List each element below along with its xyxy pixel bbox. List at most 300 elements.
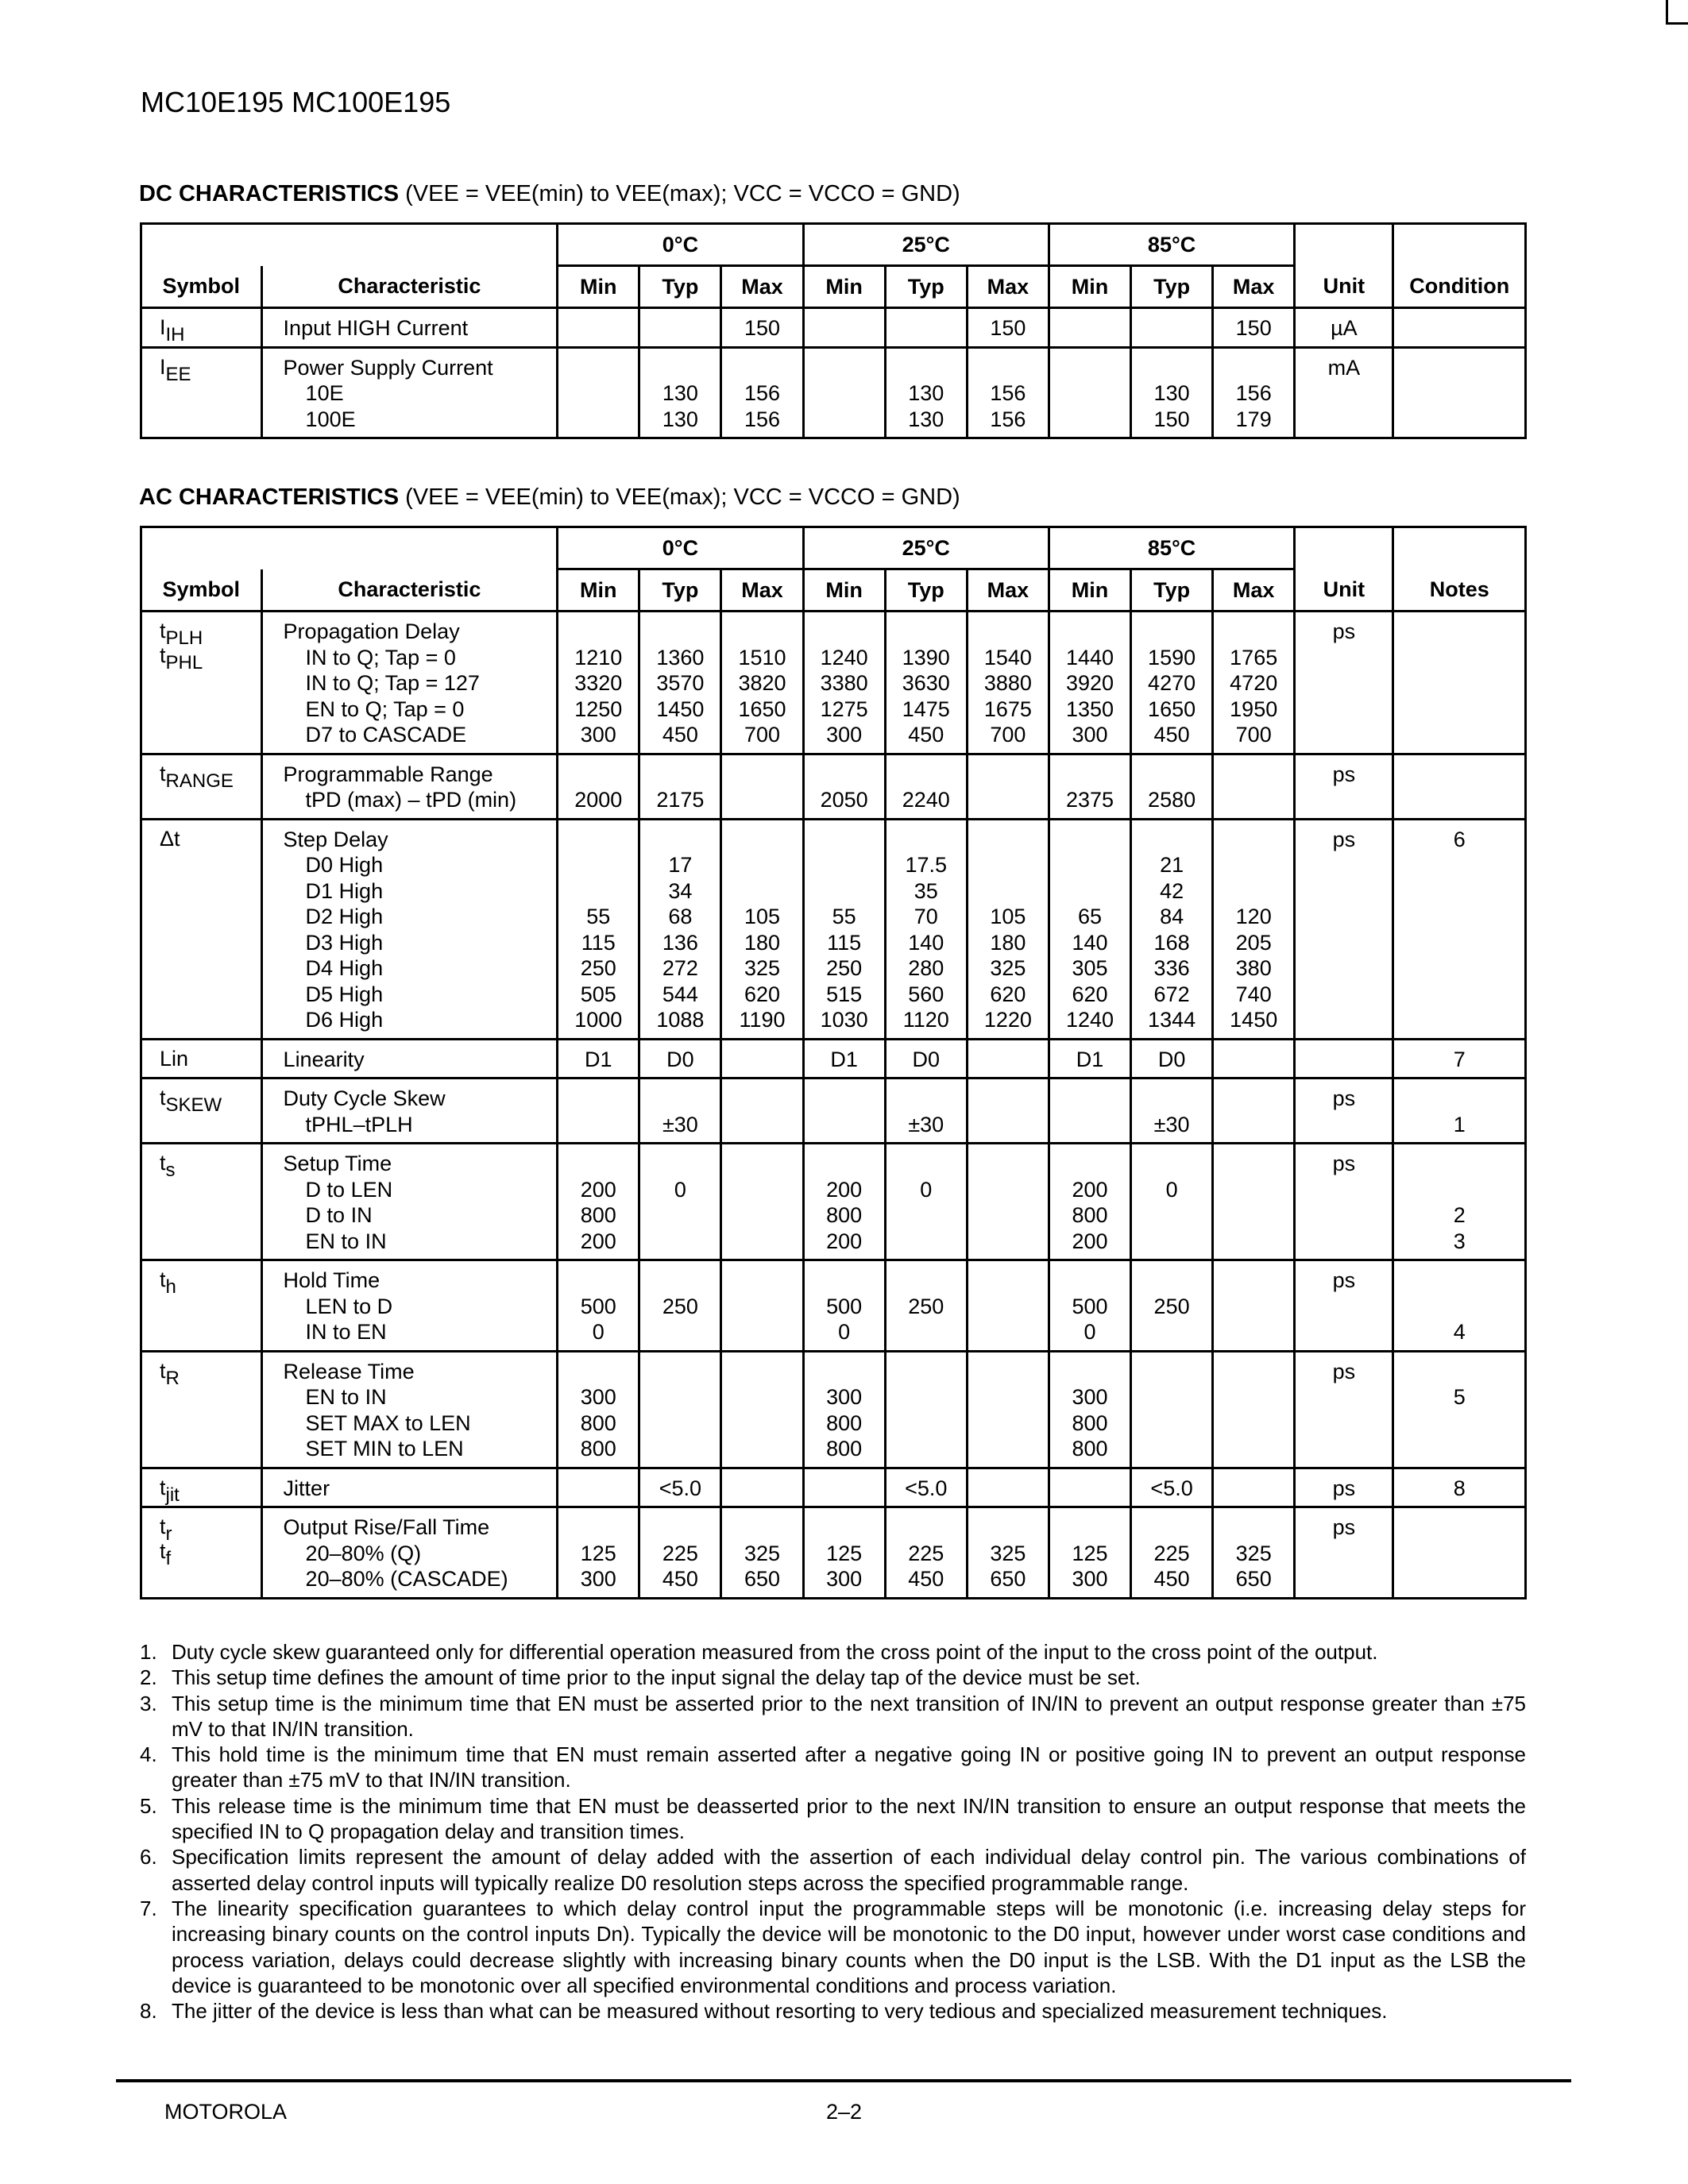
value-line <box>1214 1112 1293 1138</box>
value-line <box>722 1319 802 1345</box>
unit-line: ps <box>1332 1152 1356 1175</box>
note-line: 2 <box>1453 1203 1466 1227</box>
ac-value-cell <box>803 754 885 819</box>
value-line <box>886 1202 966 1229</box>
characteristic-line: D7 to CASCADE <box>305 723 467 747</box>
value-line <box>722 1436 802 1462</box>
value-line: 120 <box>1235 905 1272 928</box>
ac-value-cell <box>803 819 885 1039</box>
value-line: 0 <box>838 1320 851 1344</box>
ac-value-cell <box>1131 819 1213 1039</box>
ac-value-cell <box>639 1144 721 1260</box>
ac-value-cell <box>1049 612 1130 754</box>
value-line: 3320 <box>574 671 623 695</box>
ac-characteristics-table <box>140 526 1527 1599</box>
ac-unit-cell <box>1295 1078 1393 1144</box>
value-line <box>640 355 720 381</box>
value-line: 1210 <box>574 645 623 669</box>
value-line <box>1132 1268 1211 1294</box>
value-line <box>886 762 966 788</box>
unit-line: ps <box>1332 1359 1356 1383</box>
value-line <box>1050 1112 1130 1138</box>
value-line: 250 <box>662 1294 698 1318</box>
value-line: 300 <box>826 1385 863 1409</box>
ac-characteristic-cell <box>261 1507 558 1599</box>
value-line: 130 <box>662 381 698 405</box>
ac-last-cell <box>1393 1260 1526 1352</box>
value-line: 800 <box>1072 1437 1108 1461</box>
ac-value-cell <box>721 1144 803 1260</box>
value-line <box>805 878 884 905</box>
value-line <box>1132 1359 1211 1385</box>
value-line: 250 <box>580 956 616 980</box>
value-line <box>640 1202 720 1229</box>
value-line <box>640 1359 720 1385</box>
characteristic-line: D5 High <box>305 982 384 1006</box>
value-line: D1 <box>830 1047 858 1071</box>
value-line <box>1050 1151 1130 1177</box>
value-line <box>640 1319 720 1345</box>
ac-header-blank <box>1295 527 1393 569</box>
footnote-text: This hold time is the minimum time that EN must remain asserted after a negative going IN or positive going IN to prevent an output response greater than ±75 mV to that IN/IN transition. <box>172 1742 1526 1792</box>
value-line: 450 <box>662 723 698 747</box>
value-line <box>1214 1151 1293 1177</box>
dc-characteristics-table <box>140 222 1527 439</box>
value-line: 130 <box>908 407 944 431</box>
value-line: 156 <box>744 407 781 431</box>
dc-max-header: Max <box>967 266 1049 308</box>
note-line: 3 <box>1453 1229 1466 1253</box>
ac-value-cell <box>1213 819 1295 1039</box>
value-line <box>1132 827 1211 853</box>
value-line <box>886 1384 966 1410</box>
value-line <box>1132 1384 1211 1410</box>
value-line <box>968 1384 1048 1410</box>
value-line: 200 <box>1072 1229 1108 1253</box>
value-line: 4270 <box>1148 671 1196 695</box>
characteristic-line: tPHL–tPLH <box>305 1112 413 1136</box>
value-line <box>640 1410 720 1437</box>
value-line <box>805 852 884 878</box>
ac-value-cell <box>885 612 967 754</box>
value-line: ±30 <box>908 1112 944 1136</box>
footnote-text: Duty cycle skew guaranteed only for differential operation measured from the cross point of the input to the cross point of the output. <box>172 1640 1378 1664</box>
value-line <box>1132 355 1211 381</box>
characteristic-line: Setup Time <box>283 1152 392 1175</box>
ac-value-cell <box>1049 1144 1130 1260</box>
value-line: 800 <box>580 1437 616 1461</box>
value-line <box>805 827 884 853</box>
value-line: 280 <box>908 956 944 980</box>
value-line <box>1132 1086 1211 1112</box>
ac-max-header: Max <box>1213 569 1295 612</box>
value-line <box>1050 852 1130 878</box>
value-line: 250 <box>1153 1294 1190 1318</box>
value-line <box>1214 1476 1293 1502</box>
value-line: 200 <box>826 1229 863 1253</box>
value-line: 1675 <box>983 696 1032 721</box>
value-line: 68 <box>668 905 693 928</box>
value-line: 300 <box>580 1567 616 1591</box>
value-line <box>968 1086 1048 1112</box>
value-line: 17.5 <box>905 853 948 877</box>
ac-unit-cell <box>1295 819 1393 1039</box>
value-line: 300 <box>1072 1567 1108 1591</box>
value-line <box>558 762 638 788</box>
value-line: 125 <box>580 1541 616 1565</box>
value-line: 2050 <box>820 788 868 812</box>
value-line <box>886 1436 966 1462</box>
value-line: 70 <box>914 905 938 928</box>
value-line <box>805 355 884 381</box>
footnote-text: Specification limits represent the amount of delay added with the assertion of each individual delay control pin. The various combinations of asserted delay control inputs will typically realize D0 resolution steps across the specified programmable range. <box>172 1845 1526 1895</box>
value-line <box>1214 355 1293 381</box>
dc-typ-header: Typ <box>885 266 967 308</box>
value-line <box>640 1268 720 1294</box>
ac-value-cell <box>639 1468 721 1507</box>
ac-table-row <box>141 1260 1526 1352</box>
value-line: 800 <box>1072 1410 1108 1435</box>
value-line: 115 <box>827 930 862 955</box>
dc-value-cell <box>967 308 1049 348</box>
footer-brand: MOTOROLA <box>164 2100 288 2124</box>
ac-max-header: Max <box>721 569 803 612</box>
characteristic-line: SET MIN to LEN <box>305 1437 464 1461</box>
dc-unit-header: Unit <box>1295 266 1393 308</box>
dc-value-cell <box>1049 308 1130 348</box>
ac-value-cell <box>885 1351 967 1468</box>
value-line: ±30 <box>1153 1112 1190 1136</box>
value-line <box>640 762 720 788</box>
ac-heading <box>139 484 960 511</box>
value-line <box>1214 1359 1293 1385</box>
value-line <box>1214 1319 1293 1345</box>
value-line: 800 <box>580 1410 616 1435</box>
ac-temp-header: 85°C <box>1049 527 1294 569</box>
ac-value-cell <box>639 1078 721 1144</box>
value-line: 150 <box>744 316 781 340</box>
value-line <box>558 1476 638 1502</box>
value-line: 325 <box>1235 1541 1272 1565</box>
value-line: 65 <box>1077 905 1102 928</box>
value-line <box>722 1268 802 1294</box>
value-line <box>1050 878 1130 905</box>
value-line: 1440 <box>1065 645 1114 669</box>
value-line <box>1214 1229 1293 1255</box>
ac-last-cell <box>1393 1144 1526 1260</box>
value-line <box>1132 1436 1211 1462</box>
note-line <box>1394 1151 1524 1177</box>
note-line <box>1394 1294 1524 1320</box>
dc-value-cell <box>1131 308 1213 348</box>
ac-value-cell <box>967 1260 1049 1352</box>
ac-table-row <box>141 754 1526 819</box>
value-line <box>886 1410 966 1437</box>
characteristic-line: LEN to D <box>305 1294 393 1318</box>
value-line: 3820 <box>738 671 786 695</box>
value-line: 2000 <box>574 788 623 812</box>
ac-min-header: Min <box>1049 569 1130 612</box>
ac-heading-label: AC CHARACTERISTICS <box>139 484 400 510</box>
value-line: 125 <box>1072 1541 1108 1565</box>
ac-symbol-cell: Δt <box>141 819 262 1039</box>
dc-value-cell <box>639 308 721 348</box>
value-line <box>1214 852 1293 878</box>
value-line: 125 <box>826 1541 863 1565</box>
ac-unit-cell <box>1295 1507 1393 1599</box>
note-line <box>1394 355 1524 381</box>
ac-table-row <box>141 1039 1526 1078</box>
value-line <box>1214 1384 1293 1410</box>
value-line: 620 <box>744 982 781 1006</box>
ac-table-row <box>141 1351 1526 1468</box>
value-line: 1540 <box>983 645 1032 669</box>
ac-value-cell <box>721 1351 803 1468</box>
value-line: 1450 <box>1230 1008 1278 1032</box>
value-line: 180 <box>990 930 1026 955</box>
ac-value-cell <box>885 1144 967 1260</box>
value-line: 1344 <box>1148 1008 1196 1032</box>
value-line: 800 <box>826 1410 863 1435</box>
dc-table-row <box>141 347 1526 438</box>
value-line: 3630 <box>902 671 950 695</box>
ac-characteristic-cell <box>261 1144 558 1260</box>
dc-value-cell <box>967 347 1049 438</box>
characteristic-line: Programmable Range <box>283 762 493 786</box>
unit-line: ps <box>1332 1476 1356 1500</box>
value-line: 156 <box>990 407 1026 431</box>
ac-temp-header: 0°C <box>558 527 803 569</box>
value-line: 35 <box>914 878 938 903</box>
unit-line: µA <box>1331 316 1358 340</box>
note-line: 5 <box>1453 1385 1466 1409</box>
footnote-text: The jitter of the device is less than what can be measured without resorting to very tedious and specialized measurement techniques. <box>172 1999 1388 2024</box>
value-line: 300 <box>580 1385 616 1409</box>
characteristic-line: IN to Q; Tap = 127 <box>305 671 480 695</box>
footnote-number: 4. <box>140 1742 157 1767</box>
value-line <box>805 315 884 341</box>
value-line <box>722 1177 802 1203</box>
value-line <box>1214 1086 1293 1112</box>
value-line: 1120 <box>902 1008 949 1032</box>
dc-characteristic-cell <box>261 347 558 438</box>
value-line <box>558 852 638 878</box>
ac-value-cell <box>1131 1260 1213 1352</box>
ac-unit-cell <box>1295 1468 1393 1507</box>
footnotes <box>140 1639 1526 2024</box>
ac-value-cell <box>1213 1468 1295 1507</box>
ac-value-cell <box>1213 1351 1295 1468</box>
page-corner-mark <box>1666 0 1688 25</box>
ac-symbol-cell: $t_{PLH}$ $t_{PHL}$ <box>141 612 262 754</box>
note-line <box>1394 619 1524 645</box>
ac-min-header: Min <box>803 569 885 612</box>
value-line <box>640 619 720 645</box>
dc-header-blank <box>1295 224 1393 266</box>
value-line <box>968 1112 1048 1138</box>
value-line: 200 <box>580 1177 616 1202</box>
value-line <box>968 1294 1048 1320</box>
value-line: 325 <box>744 1541 781 1565</box>
ac-value-cell <box>1131 1078 1213 1144</box>
value-line <box>886 355 966 381</box>
ac-value-cell <box>1213 754 1295 819</box>
characteristic-line: Duty Cycle Skew <box>283 1086 446 1110</box>
value-line <box>968 1177 1048 1203</box>
dc-value-cell <box>721 308 803 348</box>
footnote-item <box>140 1639 1526 1665</box>
value-line: 505 <box>580 982 616 1006</box>
ac-value-cell <box>1049 1351 1130 1468</box>
ac-table-row <box>141 1468 1526 1507</box>
value-line <box>968 1151 1048 1177</box>
ac-value-cell <box>967 1468 1049 1507</box>
value-line: 450 <box>908 1567 944 1591</box>
unit-line: ps <box>1332 1086 1356 1110</box>
ac-last-cell <box>1393 819 1526 1039</box>
value-line <box>968 355 1048 381</box>
value-line <box>1214 1047 1293 1073</box>
value-line: 130 <box>662 407 698 431</box>
value-line: 156 <box>1235 381 1272 405</box>
ac-characteristic-cell <box>261 1351 558 1468</box>
value-line <box>1132 619 1211 645</box>
value-line <box>640 1515 720 1541</box>
ac-value-cell <box>1213 1260 1295 1352</box>
ac-value-cell <box>1131 1351 1213 1468</box>
value-line <box>722 1229 802 1255</box>
value-line <box>805 619 884 645</box>
value-line <box>640 1384 720 1410</box>
value-line <box>640 827 720 853</box>
footnote-text: This setup time defines the amount of time prior to the input signal the delay tap of the device must be set. <box>172 1665 1141 1690</box>
ac-symbol-cell: $t_s$ <box>141 1144 262 1260</box>
characteristic-line: IN to EN <box>305 1320 387 1344</box>
characteristic-line: Output Rise/Fall Time <box>283 1515 490 1539</box>
ac-value-cell <box>558 754 639 819</box>
value-line <box>1050 1359 1130 1385</box>
dc-min-header: Min <box>803 266 885 308</box>
footnote-number: 7. <box>140 1896 157 1920</box>
value-line: 156 <box>990 381 1026 405</box>
ac-value-cell <box>558 1039 639 1078</box>
ac-value-cell <box>1049 819 1130 1039</box>
characteristic-line: Linearity <box>283 1047 365 1071</box>
value-line: 150 <box>990 316 1026 340</box>
value-line: 544 <box>662 982 698 1006</box>
value-line: 0 <box>674 1177 686 1202</box>
value-line <box>1214 1410 1293 1437</box>
value-line <box>722 787 802 813</box>
value-line: 150 <box>1235 316 1272 340</box>
value-line: 450 <box>908 723 944 747</box>
value-line: D0 <box>1157 1047 1186 1071</box>
ac-last-header: Notes <box>1393 569 1526 612</box>
value-line: 1030 <box>820 1008 868 1032</box>
note-line: 4 <box>1453 1320 1466 1344</box>
ac-characteristic-cell <box>261 1039 558 1078</box>
value-line: 0 <box>1083 1320 1096 1344</box>
unit-line: mA <box>1327 355 1361 380</box>
value-line: 140 <box>1072 930 1108 955</box>
dc-header-blank <box>1393 224 1526 266</box>
characteristic-line: D to IN <box>305 1203 373 1227</box>
ac-value-cell <box>558 1351 639 1468</box>
value-line: 800 <box>1072 1203 1108 1227</box>
page-number: 2–2 <box>826 2100 863 2124</box>
characteristic-line: IN to Q; Tap = 0 <box>305 645 456 669</box>
ac-value-cell <box>885 819 967 1039</box>
value-line <box>1214 1294 1293 1320</box>
value-line <box>805 1515 884 1541</box>
value-line <box>968 1229 1048 1255</box>
value-line <box>968 1359 1048 1385</box>
ac-value-cell <box>558 1078 639 1144</box>
value-line <box>886 827 966 853</box>
ac-symbol-cell: $t_r$ $t_f$ <box>141 1507 262 1599</box>
dc-last-header: Condition <box>1393 266 1526 308</box>
dc-temp-header: 25°C <box>803 224 1049 266</box>
value-line <box>1132 315 1211 341</box>
value-line <box>1214 1268 1293 1294</box>
value-line <box>558 878 638 905</box>
characteristic-line: 20–80% (CASCADE) <box>305 1567 508 1591</box>
ac-table-row <box>141 1144 1526 1260</box>
value-line: 115 <box>581 930 616 955</box>
ac-value-cell <box>967 754 1049 819</box>
ac-value-cell <box>967 1144 1049 1260</box>
value-line: 650 <box>1235 1567 1272 1591</box>
value-line: 300 <box>826 1567 863 1591</box>
characteristic-line: EN to Q; Tap = 0 <box>305 696 465 721</box>
ac-value-cell <box>1213 1144 1295 1260</box>
value-line <box>1214 787 1293 813</box>
value-line: D1 <box>585 1047 612 1071</box>
value-line <box>722 1047 802 1073</box>
value-line <box>640 1229 720 1255</box>
ac-value-cell <box>1213 1078 1295 1144</box>
ac-last-cell <box>1393 1039 1526 1078</box>
value-line: 1190 <box>739 1008 786 1032</box>
footnote-number: 3. <box>140 1691 157 1715</box>
value-line: 130 <box>1153 381 1190 405</box>
value-line: 21 <box>1160 853 1184 877</box>
ac-value-cell <box>803 1507 885 1599</box>
footnote-number: 1. <box>140 1640 157 1664</box>
ac-table-row <box>141 612 1526 754</box>
characteristic-line: D6 High <box>305 1008 384 1032</box>
ac-value-cell <box>558 819 639 1039</box>
ac-max-header: Max <box>967 569 1049 612</box>
value-line: 1650 <box>1148 696 1196 721</box>
ac-unit-cell <box>1295 754 1393 819</box>
ac-header-blank <box>1393 527 1526 569</box>
value-line: 560 <box>908 982 944 1006</box>
characteristic-line: D2 High <box>305 905 384 928</box>
characteristic-line: D0 High <box>305 853 384 877</box>
value-line: 42 <box>1160 878 1184 903</box>
ac-value-cell <box>1049 1260 1130 1352</box>
value-line <box>886 1319 966 1345</box>
note-line <box>1394 315 1524 341</box>
value-line: 1240 <box>1065 1008 1114 1032</box>
value-line: 380 <box>1235 956 1272 980</box>
value-line: 55 <box>586 905 611 928</box>
characteristic-line: Step Delay <box>283 827 388 851</box>
value-line <box>968 1436 1048 1462</box>
value-line: 225 <box>1153 1541 1190 1565</box>
value-line <box>1214 762 1293 788</box>
